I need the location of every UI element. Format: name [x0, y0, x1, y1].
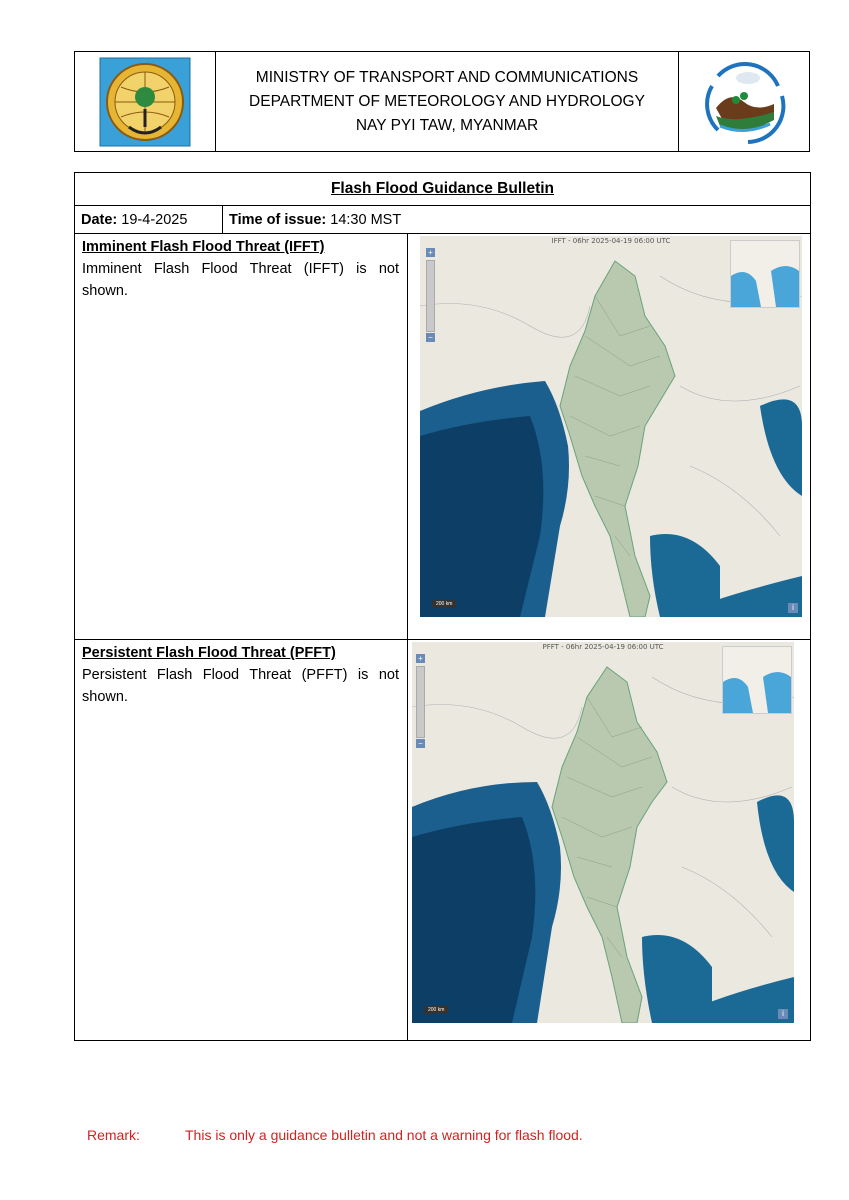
- pfft-zoom-out-button[interactable]: −: [416, 739, 425, 748]
- time-value: 14:30 MST: [330, 211, 402, 228]
- letterhead: [74, 51, 810, 152]
- ministry-name: MINISTRY OF TRANSPORT AND COMMUNICATIONS: [255, 68, 639, 86]
- remark-text: This is only a guidance bulletin and not a warning for flash flood.: [185, 1127, 583, 1143]
- pfft-zoom-slider[interactable]: [416, 666, 425, 738]
- pfft-info-button[interactable]: i: [778, 1009, 788, 1019]
- date-time-row: [75, 206, 810, 234]
- ifft-heading: Imminent Flash Flood Threat (IFFT): [82, 239, 325, 255]
- overview-map-icon: [731, 241, 799, 307]
- ifft-map-title: IFFT - 06hr 2025-04-19 06:00 UTC: [551, 237, 671, 245]
- ifft-info-button[interactable]: i: [788, 603, 798, 613]
- ifft-zoom-in-button[interactable]: +: [426, 248, 435, 257]
- location: NAY PYI TAW, MYANMAR: [355, 116, 539, 134]
- pfft-map[interactable]: [412, 642, 794, 1023]
- bulletin-title: Flash Flood Guidance Bulletin: [75, 173, 810, 206]
- date-value: 19-4-2025: [121, 211, 188, 228]
- pfft-text-cell: [75, 640, 408, 1040]
- date-label: Date:: [81, 211, 118, 228]
- overview-map-icon: [723, 647, 791, 713]
- pfft-map-cell: [408, 640, 810, 1040]
- pfft-scale-bar: 200 km: [424, 1006, 448, 1014]
- ifft-map-cell: [408, 234, 810, 639]
- letterhead-title: [216, 52, 678, 151]
- ifft-overview-inset[interactable]: [730, 240, 800, 308]
- bulletin-table: [74, 172, 811, 1041]
- time-cell: [223, 206, 810, 233]
- ministry-logo-cell: [75, 52, 216, 151]
- pfft-heading: Persistent Flash Flood Threat (PFFT): [82, 645, 336, 661]
- pfft-overview-inset[interactable]: [722, 646, 792, 714]
- ministry-emblem-icon: [99, 57, 191, 147]
- remark: [87, 1127, 583, 1143]
- ifft-section: [75, 234, 810, 640]
- department-logo-cell: [678, 52, 809, 151]
- remark-label: Remark:: [87, 1127, 140, 1143]
- department-name: DEPARTMENT OF METEOROLOGY AND HYDROLOGY: [249, 92, 645, 110]
- ifft-zoom-out-button[interactable]: −: [426, 333, 435, 342]
- ifft-description: Imminent Flash Flood Threat (IFFT) is not shown.: [82, 261, 399, 299]
- pfft-section: [75, 640, 810, 1040]
- pfft-map-title: PFFT - 06hr 2025-04-19 06:00 UTC: [542, 643, 664, 651]
- time-label: Time of issue:: [229, 211, 327, 228]
- pfft-zoom-in-button[interactable]: +: [416, 654, 425, 663]
- ifft-map[interactable]: [420, 236, 802, 617]
- pfft-description: Persistent Flash Flood Threat (PFFT) is not shown.: [82, 667, 399, 705]
- date-cell: [75, 206, 223, 233]
- ifft-text-cell: [75, 234, 408, 639]
- ifft-scale-bar: 200 km: [432, 600, 456, 608]
- ifft-zoom-slider[interactable]: [426, 260, 435, 332]
- hydrology-cycle-logo-icon: [698, 56, 790, 148]
